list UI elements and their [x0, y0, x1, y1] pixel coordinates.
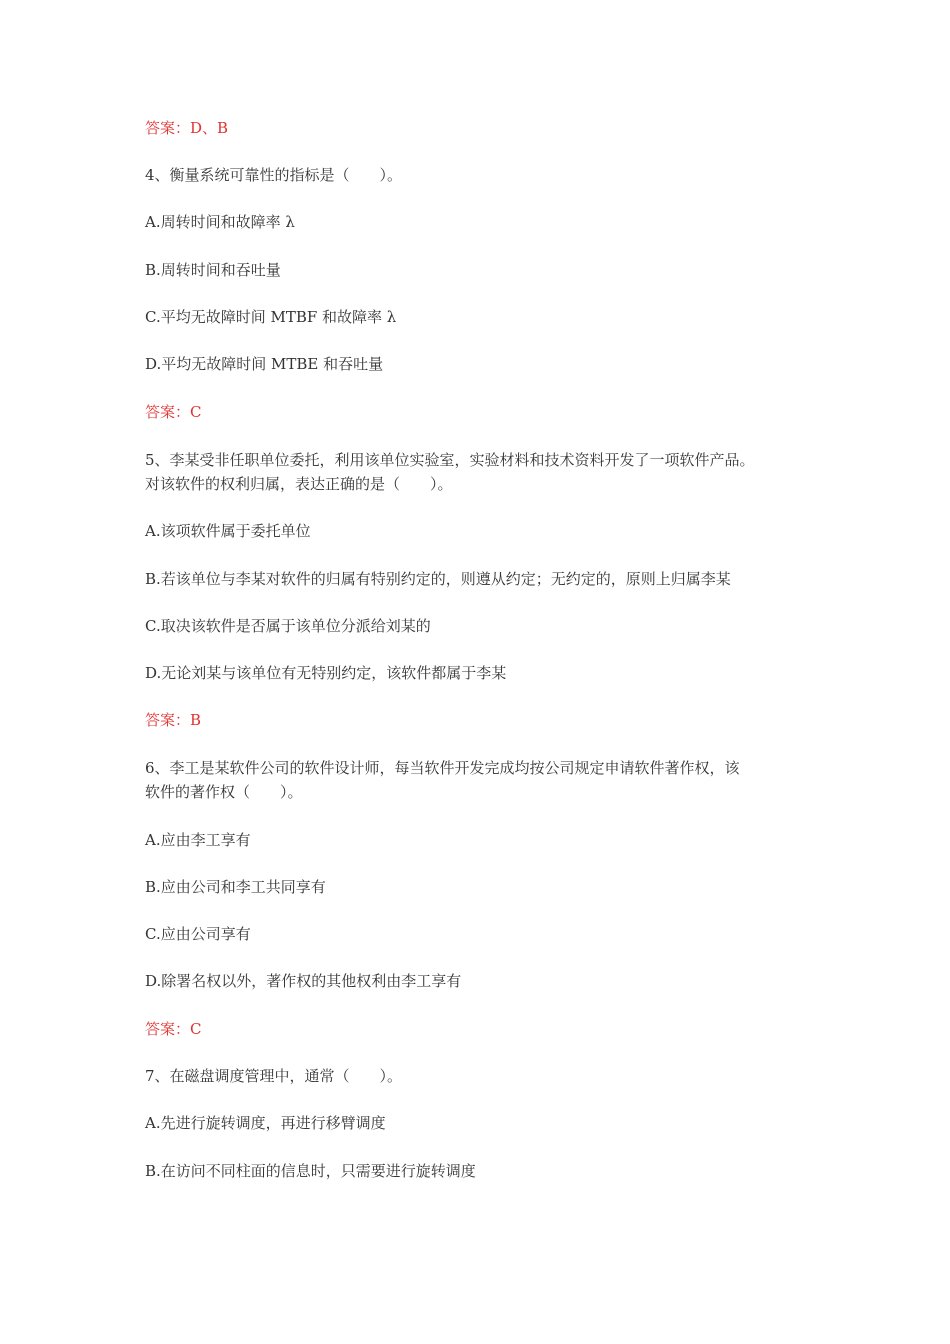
- option-a: A.先进行旋转调度，再进行移臂调度: [145, 1114, 386, 1132]
- option-c: C.应由公司享有: [145, 925, 251, 943]
- option-a: A.该项软件属于委托单位: [145, 522, 311, 540]
- option-d: D.除署名权以外，著作权的其他权利由李工享有: [145, 972, 462, 990]
- option-d: D.平均无故障时间 MTBE 和吞吐量: [145, 355, 384, 373]
- option-b: B.在访问不同柱面的信息时，只需要进行旋转调度: [145, 1162, 476, 1180]
- option-b: B.若该单位与李某对软件的归属有特别约定的，则遵从约定；无约定的，原则上归属李某: [145, 570, 731, 588]
- answer-line: 答案：D、B: [145, 119, 229, 137]
- option-a: A.周转时间和故障率 λ: [145, 213, 295, 231]
- question-text: 6、李工是某软件公司的软件设计师，每当软件开发完成均按公司规定申请软件著作权，该: [145, 759, 740, 777]
- question-text: 5、李某受非任职单位委托，利用该单位实验室，实验材料和技术资料开发了一项软件产品。: [145, 451, 755, 469]
- answer-line: 答案：C: [145, 403, 202, 421]
- option-b: B.应由公司和李工共同享有: [145, 878, 326, 896]
- option-b: B.周转时间和吞吐量: [145, 261, 281, 279]
- option-c: C.取决该软件是否属于该单位分派给刘某的: [145, 617, 431, 635]
- option-d: D.无论刘某与该单位有无特别约定，该软件都属于李某: [145, 664, 507, 682]
- question-text: 7、在磁盘调度管理中，通常（ ）。: [145, 1067, 403, 1085]
- option-a: A.应由李工享有: [145, 831, 251, 849]
- option-c: C.平均无故障时间 MTBF 和故障率 λ: [145, 308, 397, 326]
- answer-line: 答案：C: [145, 1020, 202, 1038]
- question-text: 4、衡量系统可靠性的指标是（ ）。: [145, 166, 403, 184]
- question-text-continued: 软件的著作权（ ）。: [145, 783, 303, 801]
- answer-line: 答案：B: [145, 711, 202, 729]
- question-text-continued: 对该软件的权利归属，表达正确的是（ ）。: [145, 475, 453, 493]
